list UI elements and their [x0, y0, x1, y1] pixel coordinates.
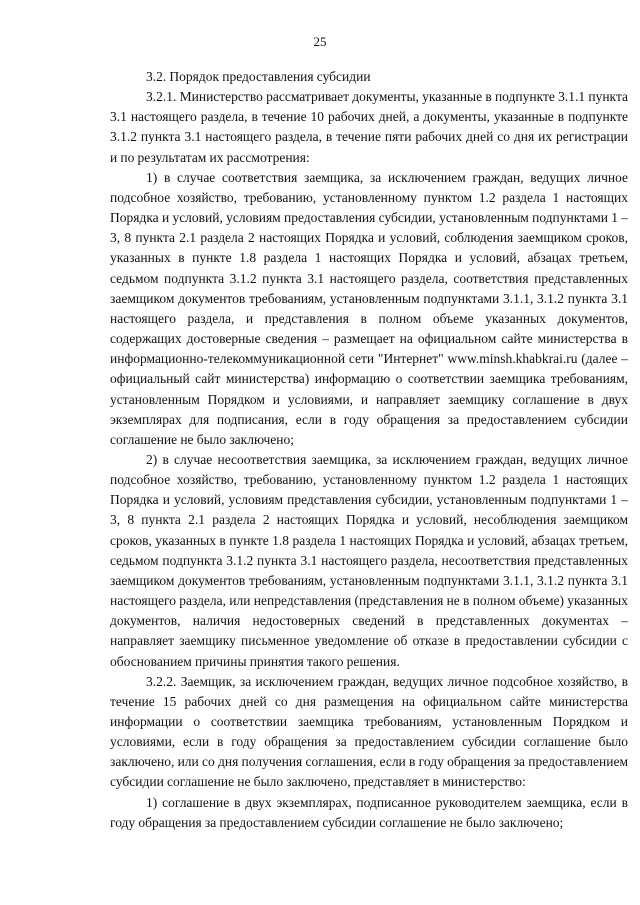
paragraph: 1) соглашение в двух экземплярах, подписанное руководителем заемщика, если в году обращения за предоставлением субсидии соглашение не было заключено; [110, 794, 628, 830]
document-body [110, 67, 628, 833]
paragraph: 3.2.2. Заемщик, за исключением граждан, ведущих личное подсобное хозяйство, в течение 15 рабочих дней со дня размещения на официальном сайте министерства информации о соответствии заемщика требованиям, установленным Порядком и условиями, если в году обращения за предоставлением субсидии соглашение было заключено, или со дня получения соглашения, если в году обращения за предоставлением субсидии соглашение не было заключено, представляет в министерство: [110, 673, 628, 790]
section-heading: 3.2. Порядок предоставления субсидии [146, 69, 371, 84]
page-number: 25 [313, 34, 327, 49]
paragraph: 2) в случае несоответствия заемщика, за исключением граждан, ведущих личное подсобное хозяйство, требованию, установленному пунктом 1.2 раздела 1 настоящих Порядка и условий, условиям представления субсидии, установленным подпунктами 1 – 3, 8 пункта 2.1 раздела 2 настоящих Порядка и условий, несоблюдения заемщиком сроков, указанных в пункте 1.8 раздела 1 настоящих Порядка и условий, абзацах третьем, седьмом подпункта 3.1.2 пункта 3.1 настоящего раздела, несоответствия представленных заемщиком документов требованиям, установленным подпунктами 3.1.1, 3.1.2 пункта 3.1 настоящего раздела, или непредставления (представления не в полном объеме) указанных документов, наличия недостоверных сведений в представленных документах – направляет заемщику письменное уведомление об отказе в предоставлении субсидии с обоснованием причины принятия такого решения. [110, 451, 628, 669]
paragraph: 1) в случае соответствия заемщика, за исключением граждан, ведущих личное подсобное хозяйство, требованию, установленному пунктом 1.2 раздела 1 настоящих Порядка и условий, условиям предоставления субсидии, установленным подпунктами 1 – 3, 8 пункта 2.1 раздела 2 настоящих Порядка и условий, соблюдения заемщиком сроков, указанных в пункте 1.8 раздела 1 настоящих Порядка и условий, абзацах третьем, седьмом подпункта 3.1.2 пункта 3.1 настоящего раздела, соответствия представленных заемщиком документов требованиям, установленным подпунктами 3.1.1, 3.1.2 пункта 3.1 настоящего раздела, и представления в полном объеме указанных документов, содержащих достоверные сведения – размещает на официальном сайте министерства в информационно-телекоммуникационной сети "Интернет" www.minsh.khabkrai.ru (далее – официальный сайт министерства) информацию о соответствии заемщика требованиям, установленным Порядком и условиями, и направляет заемщику соглашение в двух экземплярах для подписания, если в году обращения за предоставлением субсидии соглашение не было заключено; [110, 169, 628, 447]
paragraph: 3.2.1. Министерство рассматривает документы, указанные в подпункте 3.1.1 пункта 3.1 настоящего раздела, в течение 10 рабочих дней, а документы, указанные в подпункте 3.1.2 пункта 3.1 настоящего раздела, в течение пяти рабочих дней со дня их регистрации и по результатам их рассмотрения: [110, 89, 628, 165]
